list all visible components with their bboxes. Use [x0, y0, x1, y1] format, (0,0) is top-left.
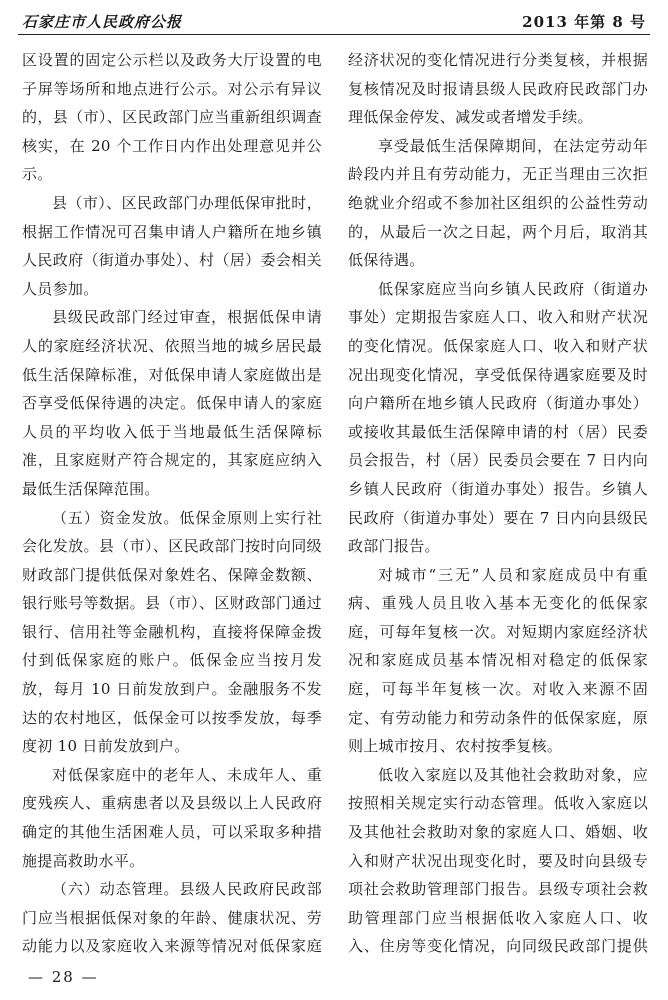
page-header — [18, 6, 650, 35]
paragraph: 对低保家庭中的老年人、未成年人、重度残疾人、重病患者以及县级以上人民政府确定的其他生活困难人员，可以采取多种措施提高救助水平。 — [22, 765, 322, 870]
paragraph: 县级民政部门经过审查，根据低保申请人的家庭经济状况、依照当地的城乡居民最低生活保障标准，对低保申请人家庭做出是否享受低保待遇的决定。低保申请人的家庭人员的平均收入低于当地最低生活保障标准，且家庭财产符合规定的，其家庭应纳入最低生活保障范围。 — [22, 308, 322, 498]
paragraph: 区设置的固定公示栏以及政务大厅设置的电子屏等场所和地点进行公示。对公示有异议的，县（市）、区民政部门应当重新组织调查核实，在 20 个工作日内作出处理意见并公示。 — [22, 51, 322, 184]
paragraph: 低保家庭应当向乡镇人民政府（街道办事处）定期报告家庭人口、收入和财产状况的变化情况。低保家庭人口、收入和财产状况出现变化情况，享受低保待遇家庭要及时向户籍所在地乡镇人民政府（街道办事处）或接收其最低生活保障申请的村（居）民委员会报告，村（居）民委员会要在 7 日内向乡镇人民政府（街道办事处）报告。乡镇人民政府（街道办事处）要在 7 日内向县级民政部门报告。 — [348, 279, 648, 556]
paragraph: 经济状况的变化情况进行分类复核，并根据复核情况及时报请县级人民政府民政部门办理低保金停发、减发或者增发手续。 — [348, 51, 648, 127]
paragraph: 对城市“三无”人员和家庭成员中有重病、重残人员且收入基本无变化的低保家庭，可每年复核一次。对短期内家庭经济状况和家庭成员基本情况相对稳定的低保家庭，可每半年复核一次。对收入来源不固定、有劳动能力和劳动条件的低保家庭，原则上城市按月、农村按季复核。 — [348, 565, 648, 756]
paragraph: 享受最低生活保障期间，在法定劳动年龄段内并且有劳动能力，无正当理由三次拒绝就业介绍或不参加社区组织的公益性劳动的，从最后一次之日起，两个月后，取消其低保待遇。 — [348, 136, 648, 270]
paragraph: （五）资金发放。低保金原则上实行社会化发放。县（市）、区民政部门按时向同级财政部门提供低保对象姓名、保障金数额、银行账号等数据。县（市）、区财政部门通过银行、信用社等金融机构，直接将保障金拨付到低保家庭的账户。低保金应当按月发放，每月 10 日前发放到户。金融服务不发达的农村地区，低保金可以按季发放，每季度初 10 日前发放到户。 — [22, 508, 322, 756]
left-column — [22, 46, 322, 956]
paragraph: 低收入家庭以及其他社会救助对象，应按照相关规定实行动态管理。低收入家庭以及其他社会救助对象的家庭人口、婚姻、收入和财产状况出现变化时，要及时向县级专项社会救助管理部门报告。县级专项社会救助管理部门应当根据低收入家庭人口、收入、住房等变化情况，向同级民政部门提供 — [348, 765, 648, 956]
publication-title: 石家庄市人民政府公报 — [22, 13, 183, 31]
page-number: — 28 — — [28, 968, 99, 986]
issue-number: 2013 年第 8 号 — [522, 13, 646, 31]
paragraph: （六）动态管理。县级人民政府民政部门应当根据低保对象的年龄、健康状况、劳动能力以及家庭收入来源等情况对低保家庭 — [22, 880, 322, 956]
right-column — [348, 46, 648, 956]
paragraph: 县（市）、区民政部门办理低保审批时，根据工作情况可召集申请人户籍所在地乡镇人民政府（街道办事处）、村（居）委会相关人员参加。 — [22, 193, 322, 298]
